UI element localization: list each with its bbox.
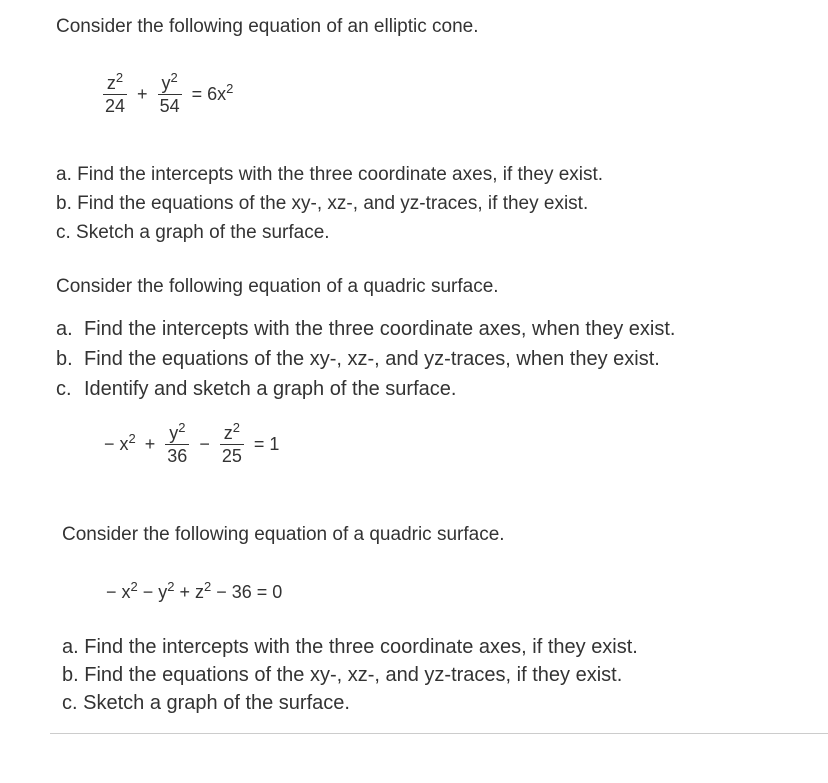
problem1-item-b: b. Find the equations of the xy-, xz-, and yz-traces, if they exist. [56, 193, 589, 214]
divider [50, 733, 828, 734]
problem3-item-a: a. Find the intercepts with the three coordinate axes, if they exist. [62, 636, 638, 658]
problem2-equation: − $x^2$ + $\frac{y^2}{36}$ − $\frac{z^2}{25}$ = 1 [104, 420, 280, 466]
fraction-y2-36: $\frac{y^2}{36}$ [167, 420, 188, 466]
problem2-intro: Consider the following equation of a quadric surface. [56, 276, 499, 297]
fraction-y2-54: $\frac{y^2}{54}$ [159, 70, 180, 116]
fraction-z2-24: $\frac{z^2}{24}$ [105, 70, 126, 116]
problem2-item-b: b. Find the equations of the xy-, xz-, and yz-traces, when they exist. [56, 348, 660, 370]
problem3-intro: Consider the following equation of a quadric surface. [62, 524, 505, 545]
problem1-equation: $\frac{z^2}{24}$ + $\frac{y^2}{54}$ = $6x^2$ [105, 70, 234, 116]
problem3-item-c: c. Sketch a graph of the surface. [62, 692, 350, 714]
problem2-item-a: a. Find the intercepts with the three coordinate axes, when they exist. [56, 318, 676, 340]
problem2-item-c: c. Identify and sketch a graph of the surface. [56, 378, 457, 400]
problem3-equation: − $x^2 - y^2 + z^2 - 36 = 0$ [106, 579, 283, 602]
problem1-intro: Consider the following equation of an elliptic cone. [56, 16, 479, 37]
fraction-z2-25: $\frac{z^2}{25}$ [221, 420, 242, 466]
problem3-item-b: b. Find the equations of the xy-, xz-, and yz-traces, if they exist. [62, 664, 623, 686]
problem1-item-c: c. Sketch a graph of the surface. [56, 222, 330, 243]
problem1-item-a: a. Find the intercepts with the three coordinate axes, if they exist. [56, 164, 604, 185]
